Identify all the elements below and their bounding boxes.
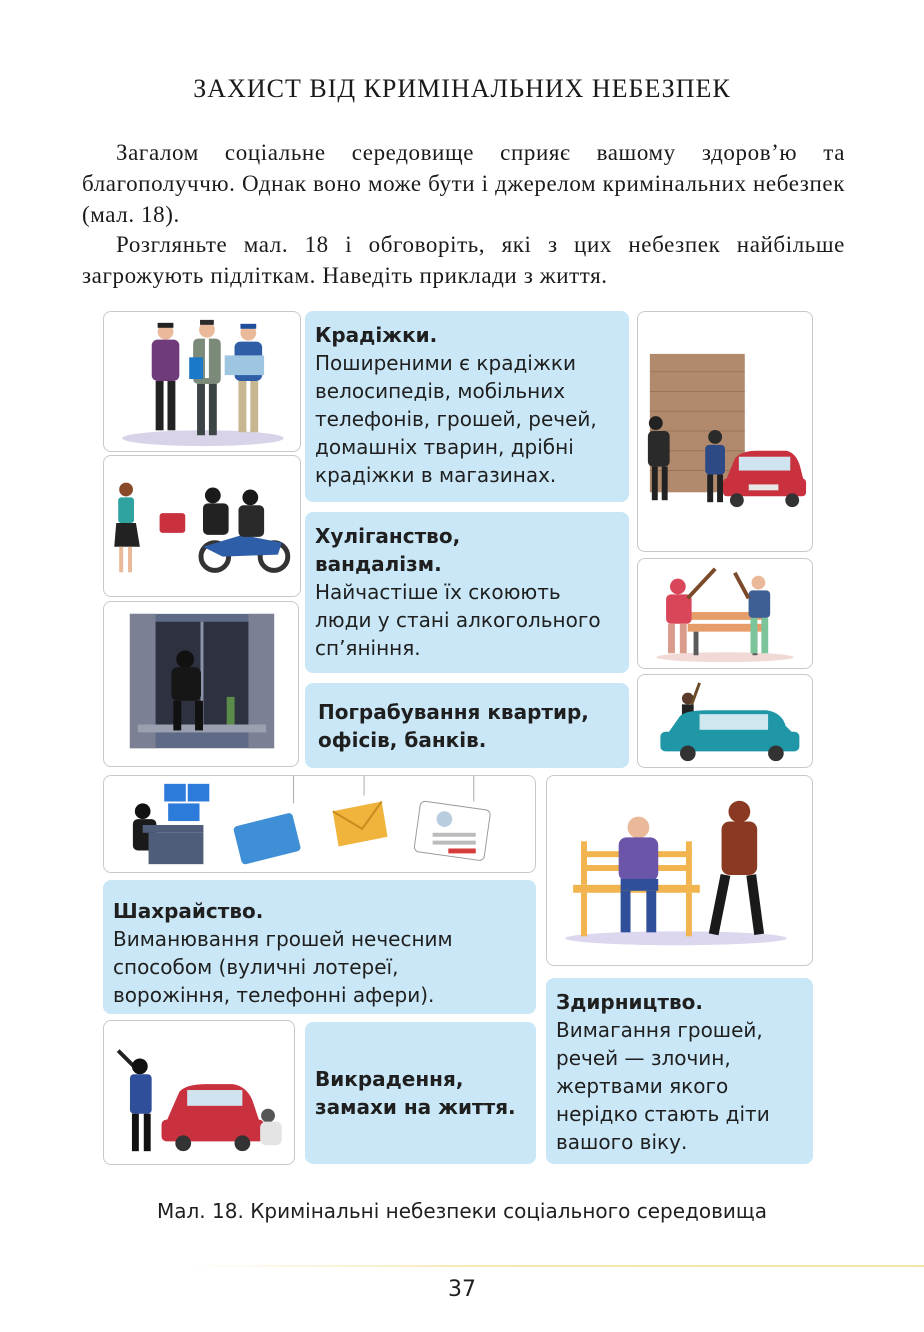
intro-paragraph: Загалом соціальне середовище сприяє вашому здоров’ю та благополуччю. Однак воно може бути і джерелом кримінальних небезпек (мал. 18). xyxy=(82,140,845,227)
motorcycle-robbery-illustration xyxy=(103,455,301,597)
fraud-text: Виманювання грошей нечесним способом (вуличні лотереї, ворожіння, телефонні афери). xyxy=(113,927,453,1007)
profile-card-icon xyxy=(414,776,491,861)
red-car-icon xyxy=(723,451,806,507)
theft-text: Поширеними є крадіжки велосипедів, мобільних телефонів, грошей, речей, домашніх тварин, дрібні крадіжки в магазинах. xyxy=(315,351,597,487)
motorcycle-icon xyxy=(201,535,288,570)
man-right-icon xyxy=(225,324,264,432)
task-paragraph: Розгляньте мал. 18 і обговоріть, які з цих небезпек найбільше загрожують підліткам. Наведіть приклади з життя. xyxy=(82,232,845,288)
vandal-red-icon xyxy=(666,569,715,653)
kidnapping-illustration xyxy=(103,1020,295,1165)
hooliganism-text: Найчастіше їх скоюють люди у стані алкогольного сп’яніння. xyxy=(315,580,601,660)
handbag-icon xyxy=(160,513,186,533)
page-title: ЗАХИСТ ВІД КРИМІНАЛЬНИХ НЕБЕЗПЕК xyxy=(193,74,731,103)
footer-divider xyxy=(180,1265,924,1267)
kidnapping-box xyxy=(305,1022,536,1164)
burglar-window-illustration xyxy=(103,601,299,767)
fraud-illustration xyxy=(103,775,536,873)
figure-caption: Мал. 18. Кримінальні небезпеки соціального середовища xyxy=(157,1199,767,1223)
vandals-bench-illustration xyxy=(637,558,813,669)
man-center-icon xyxy=(189,320,221,435)
page-number: 37 xyxy=(448,1277,476,1302)
robbery-heading: Пограбування квартир, офісів, банків. xyxy=(318,699,589,752)
extortion-illustration xyxy=(546,775,813,966)
crouching-victim-icon xyxy=(260,1109,282,1145)
car-thieves-illustration xyxy=(637,311,813,552)
theft-group-illustration xyxy=(103,311,301,452)
robbery-box xyxy=(305,683,629,768)
man-left-icon xyxy=(152,323,180,430)
woman-icon xyxy=(114,483,140,573)
envelope-icon xyxy=(333,776,388,847)
car-vandal-illustration xyxy=(637,674,813,768)
teal-car-icon xyxy=(660,710,799,761)
extortion-text: Вимагання грошей, речей — злочин, жертвами якого нерідко стають діти вашого віку. xyxy=(556,1018,770,1154)
sad-teen-icon xyxy=(619,817,659,933)
plant-icon xyxy=(227,697,235,725)
riders-icon xyxy=(203,488,264,537)
armed-man-icon xyxy=(118,1051,152,1152)
fraud-box xyxy=(103,880,536,1014)
theft-box xyxy=(305,311,629,502)
extortion-box xyxy=(546,978,813,1164)
theft-heading: Крадіжки. xyxy=(315,323,438,347)
red-car-icon xyxy=(162,1084,265,1151)
hooliganism-box xyxy=(305,512,629,673)
hacker-icon xyxy=(133,784,209,864)
extortion-heading: Здирництво. xyxy=(556,990,703,1014)
credit-card-icon xyxy=(233,812,301,865)
kidnapping-heading: Викрадення, замахи на життя. xyxy=(315,1067,516,1119)
hooded-extorter-icon xyxy=(714,801,760,935)
hooliganism-heading: Хуліганство, вандалізм. xyxy=(315,524,461,576)
fraud-heading: Шахрайство. xyxy=(113,899,264,923)
